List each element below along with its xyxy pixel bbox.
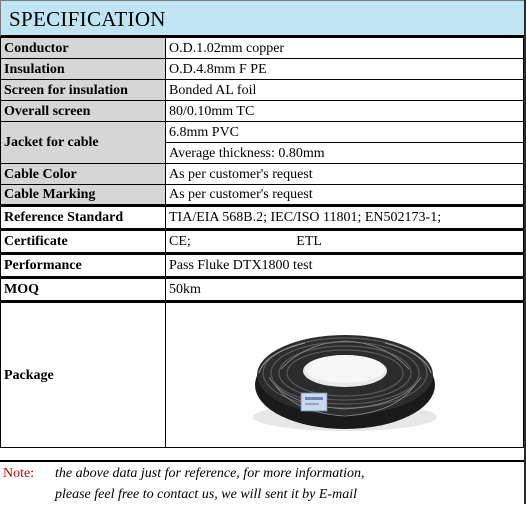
row-label-moq: MOQ (1, 278, 166, 302)
row-label-performance: Performance (1, 254, 166, 278)
table-row (1, 101, 524, 122)
table-row (1, 206, 524, 230)
row-value-cable-color: As per customer's request (166, 164, 524, 185)
row-label-conductor: Conductor (1, 38, 166, 59)
row-value-overall-screen: 80/0.10mm TC (166, 101, 524, 122)
row-label-overall-screen: Overall screen (1, 101, 166, 122)
table-row (1, 185, 524, 206)
note-box (0, 460, 524, 506)
table-row (1, 278, 524, 302)
table-row (1, 59, 524, 80)
table-row (1, 254, 524, 278)
note-prefix: Note: (3, 466, 35, 481)
row-label-screen-insulation: Screen for insulation (1, 80, 166, 101)
note-line-1: the above data just for reference, for more information, (55, 466, 365, 481)
row-value-jacket-thickness: Average thickness: 0.80mm (166, 143, 524, 164)
spec-table (0, 37, 524, 448)
row-label-cable-marking: Cable Marking (1, 185, 166, 206)
row-value-screen-insulation: Bonded AL foil (166, 80, 524, 101)
row-label-insulation: Insulation (1, 59, 166, 80)
table-row (1, 38, 524, 59)
table-row (1, 122, 524, 143)
row-value-conductor: O.D.1.02mm copper (166, 38, 524, 59)
row-value-cable-marking: As per customer's request (166, 185, 524, 206)
package-image-cell (166, 302, 524, 448)
row-value-moq: 50km (166, 278, 524, 302)
row-value-certificate (166, 230, 524, 254)
table-row (1, 302, 524, 448)
certificate-etl: ETL (296, 234, 322, 249)
row-value-insulation: O.D.4.8mm F PE (166, 59, 524, 80)
cable-coil-image (245, 313, 445, 443)
row-label-reference-standard: Reference Standard (1, 206, 166, 230)
table-row (1, 230, 524, 254)
row-value-reference-standard: TIA/EIA 568B.2; IEC/ISO 11801; EN502173-1; (166, 206, 524, 230)
note-line-2: please feel free to contact us, we will sent it by E-mail (55, 487, 357, 502)
table-row (1, 80, 524, 101)
row-label-certificate: Certificate (1, 230, 166, 254)
row-label-package: Package (1, 302, 166, 448)
row-label-jacket: Jacket for cable (1, 122, 166, 164)
row-value-jacket: 6.8mm PVC (166, 122, 524, 143)
certificate-ce: CE; (169, 234, 191, 249)
page-title: SPECIFICATION (9, 7, 166, 31)
table-row (1, 164, 524, 185)
row-label-cable-color: Cable Color (1, 164, 166, 185)
header-bar (0, 0, 524, 37)
row-value-performance: Pass Fluke DTX1800 test (166, 254, 524, 278)
